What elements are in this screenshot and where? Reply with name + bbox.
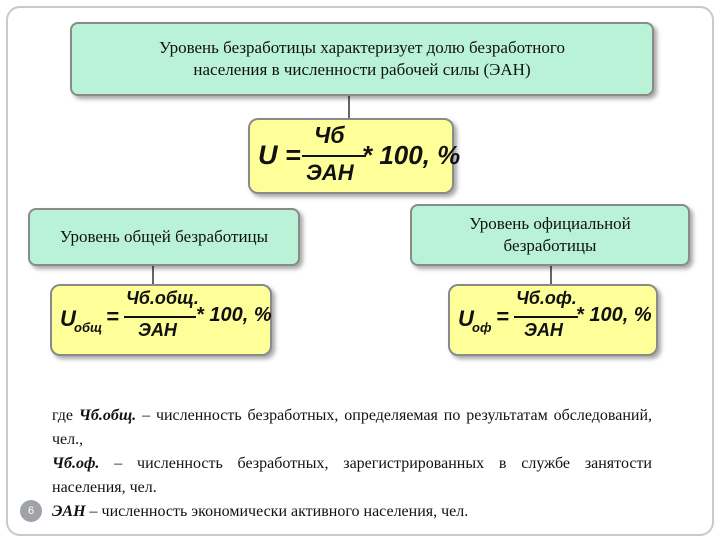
main-formula-tail: * 100, % — [362, 140, 461, 170]
main-formula-denominator: ЭАН — [306, 160, 354, 185]
legend-text-ean: – численность экономически активного населения, чел. — [89, 503, 469, 520]
general-formula-box — [50, 284, 272, 356]
main-formula-box — [248, 118, 461, 194]
official-unemployment-line-2: безработицы — [503, 236, 597, 255]
legend-where: где — [52, 407, 74, 424]
general-formula-u: U — [60, 306, 76, 331]
general-unemployment-label: Уровень общей безработицы — [59, 226, 269, 246]
official-unemployment-line-1: Уровень официальной — [469, 213, 631, 233]
official-formula-tail: * 100, % — [576, 304, 652, 326]
official-formula-fraction-bar — [514, 316, 578, 318]
page-number-badge: 6 — [20, 500, 42, 522]
official-formula-equals: = — [496, 304, 509, 329]
official-formula-box — [448, 284, 658, 356]
official-formula-denominator: ЭАН — [524, 320, 563, 340]
definition-box — [70, 22, 654, 96]
legend-entry-official — [52, 452, 652, 500]
official-formula-subscript: оф — [472, 320, 492, 335]
general-formula — [52, 286, 270, 354]
legend-entry-ean — [52, 500, 652, 524]
official-formula — [450, 286, 656, 354]
main-formula-lhs: U = — [258, 140, 301, 170]
legend-entry-general — [52, 404, 652, 452]
general-formula-denominator: ЭАН — [138, 320, 177, 340]
definition-line-2: населения в численности рабочей силы (ЭАН) — [193, 60, 531, 79]
official-formula-numerator: Чб.оф. — [516, 288, 577, 308]
general-formula-numerator: Чб.общ. — [126, 288, 199, 308]
legend-term-general: Чб.общ. — [78, 407, 137, 424]
main-formula-numerator: Чб — [314, 122, 345, 148]
main-formula-fraction-bar — [302, 155, 366, 157]
official-formula-u: U — [458, 306, 474, 331]
main-formula — [250, 120, 461, 192]
legend-term-official: Чб.оф. — [52, 455, 100, 472]
general-formula-subscript: общ — [74, 320, 103, 335]
definition-line-1: Уровень безработицы характеризует долю безработного — [159, 37, 565, 57]
connector-top — [348, 94, 350, 118]
general-formula-equals: = — [106, 304, 119, 329]
legend-text-general: – численность безработных, определяемая по результатам обследований, чел., — [52, 407, 653, 448]
legend-text-official: – численность безработных, зарегистрированных в службе занятости населения, чел. — [52, 455, 652, 496]
legend-term-ean: ЭАН — [52, 503, 86, 520]
official-unemployment-box — [410, 204, 690, 266]
general-formula-tail: * 100, % — [196, 304, 272, 326]
general-formula-fraction-bar — [124, 316, 196, 318]
general-unemployment-box — [28, 208, 300, 266]
